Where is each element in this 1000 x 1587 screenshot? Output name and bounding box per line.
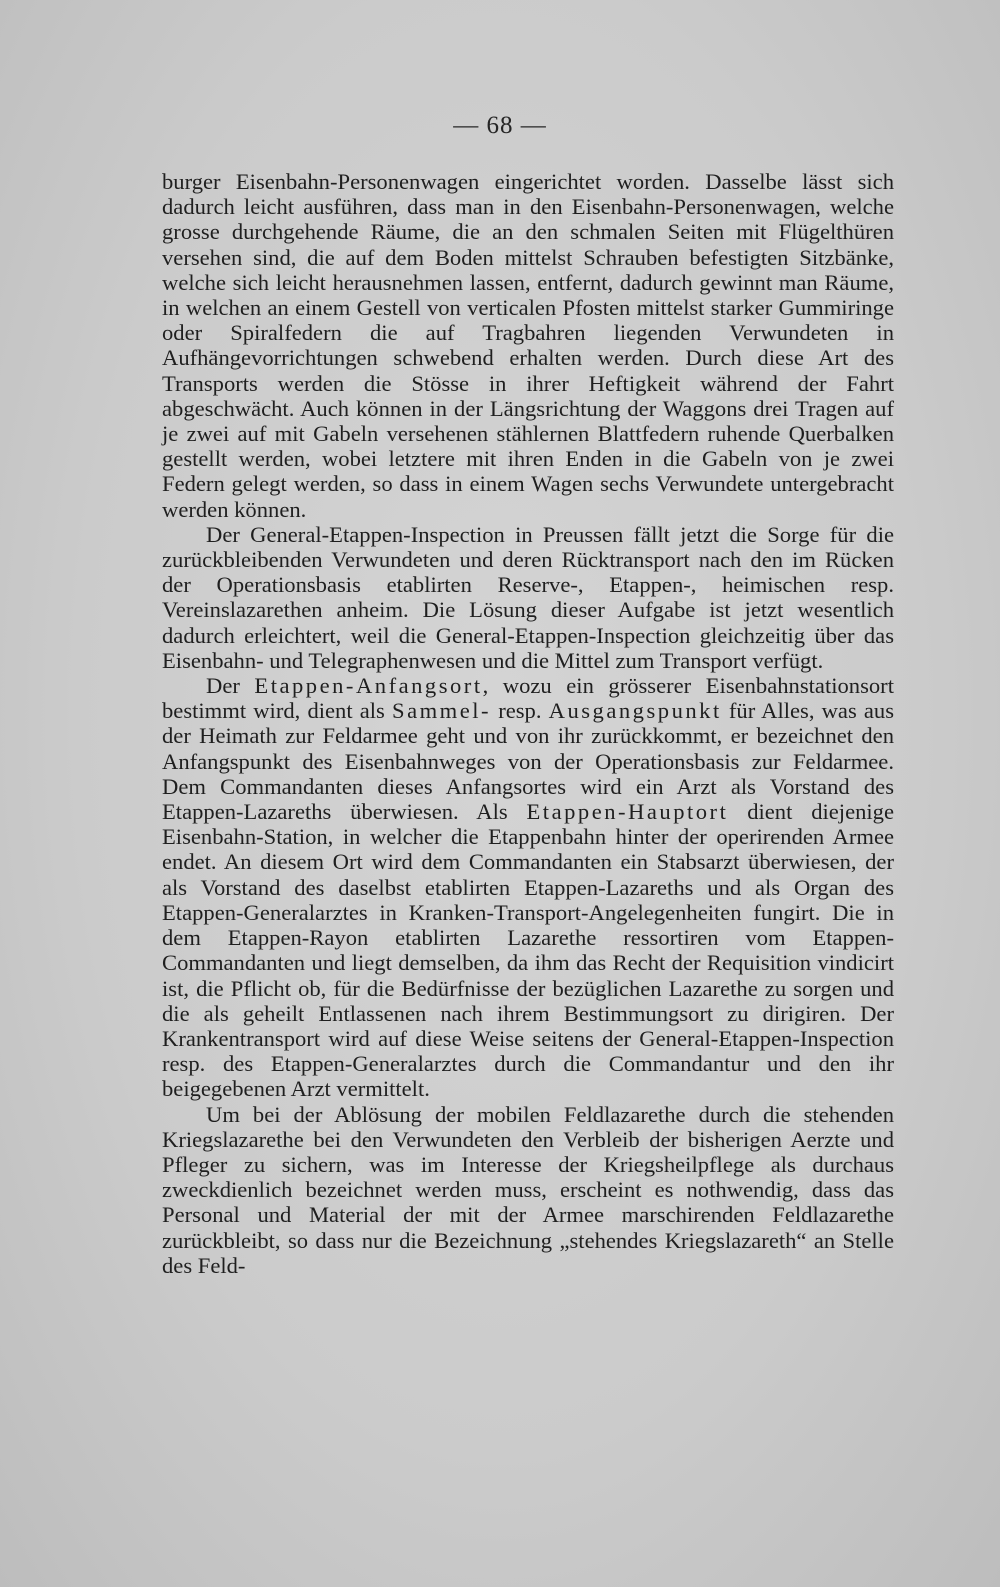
body-text [162,169,894,1278]
text-run: , wozu ein grösserer Eisenbahnstationsort bestimmt wird, dient als [162,673,894,724]
paragraph [162,169,894,522]
text-run: dient diejenige Eisenbahn-Station, in welcher die Etappenbahn hinter der operirenden Armee endet. An diesem Ort wird dem Commandanten ein Stabsarzt überwiesen, der als Vorstand des daselbst etablirten Etappen-Lazareths und als Organ des Etappen-Generalarztes in Kranken-Transport-Angelegenheiten fungirt. Die in dem Etappen-Rayon etablirten Lazarethe ressortiren vom Etappen-Commandanten und liegt demselben, da ihm das Recht der Requisition vindicirt ist, die Pflicht ob, für die Bedürfnisse der bezüglichen Lazarethe zu sorgen und die als geheilt Entlassenen nach ihrem Bestimmungsort zu dirigiren. Der Krankentransport wird auf diese Weise seitens der General-Etappen-Inspection resp. des Etappen-Generalarztes durch die Commandantur und den ihr beigegebenen Arzt vermittelt. [162,799,894,1102]
text-run: Der General-Etappen-Inspection in Preussen fällt jetzt die Sorge für die zurückbleibenden Verwundeten und deren Rücktransport nach den im Rücken der Operationsbasis etablirten Reserve-, Etappen-, heimischen resp. Vereinslazarethen anheim. Die Lösung dieser Aufgabe ist jetzt wesentlich dadurch erleichtert, weil die General-Etappen-Inspection gleichzeitig über das Eisenbahn- und Telegraphenwesen und die Mittel zum Transport verfügt. [162,521,894,673]
spaced-term: Etappen-Anfangsort [254,673,483,699]
paragraph [162,522,894,673]
spaced-term: Ausgangspunkt [548,698,722,724]
paragraph [162,673,894,1101]
text-run: burger Eisenbahn-Personenwagen eingerichtet worden. Dasselbe lässt sich dadurch leicht ausführen, dass man in den Eisenbahn-Personenwagen, welche grosse durchgehende Räume, die an den schmalen Seiten mit Flügelthüren versehen sind, die auf dem Boden mittelst Schrauben befestigten Sitzbänke, welche sich leicht herausnehmen lassen, entfernt, dadurch gewinnt man Räume, in welchen an einem Gestell von verticalen Pfosten mittelst starker Gummiringe oder Spiralfedern die auf Tragbahren liegenden Verwundeten in Aufhängevorrichtungen schwebend erhalten werden. Durch diese Art des Transports werden die Stösse in ihrer Heftigkeit während der Fahrt abgeschwächt. Auch können in der Längsrichtung der Waggons drei Tragen auf je zwei auf mit Gabeln versehenen stählernen Blattfedern ruhende Querbalken gestellt werden, wobei letztere mit ihren Enden in die Gabeln von je zwei Federn gelegt werden, so dass in einem Wagen sechs Verwundete untergebracht werden können. [162,169,894,522]
text-run: resp. [491,698,549,724]
text-run: Der [206,673,255,699]
spaced-term: Sammel- [392,698,492,724]
text-run: für Alles, was aus der Heimath zur Feldarmee geht und von ihr zurückkommt, er bezeichnet den Anfangspunkt des Eisenbahnweges von der Operationsbasis zur Feldarmee. Dem Commandanten dieses Anfangsortes wird ein Arzt als Vorstand des Etappen-Lazareths überwiesen. Als [162,698,894,825]
page-number: — 68 — [453,112,547,139]
text-run: Um bei der Ablösung der mobilen Feldlazarethe durch die stehenden Kriegslazarethe bei den Verwundeten den Verbleib der bisherigen Aerzte und Pfleger zu sichern, was im Interesse der Kriegsheilpflege als durchaus zweckdienlich bezeichnet werden muss, erscheint es nothwendig, dass das Personal und Material der mit der Armee marschirenden Feldlazarethe zurückbleibt, so dass nur die Bezeichnung „stehendes Kriegslazareth“ an Stelle des Feld- [162,1101,894,1278]
spaced-term: Etappen-Hauptort [526,799,729,825]
paragraph [162,1102,894,1278]
